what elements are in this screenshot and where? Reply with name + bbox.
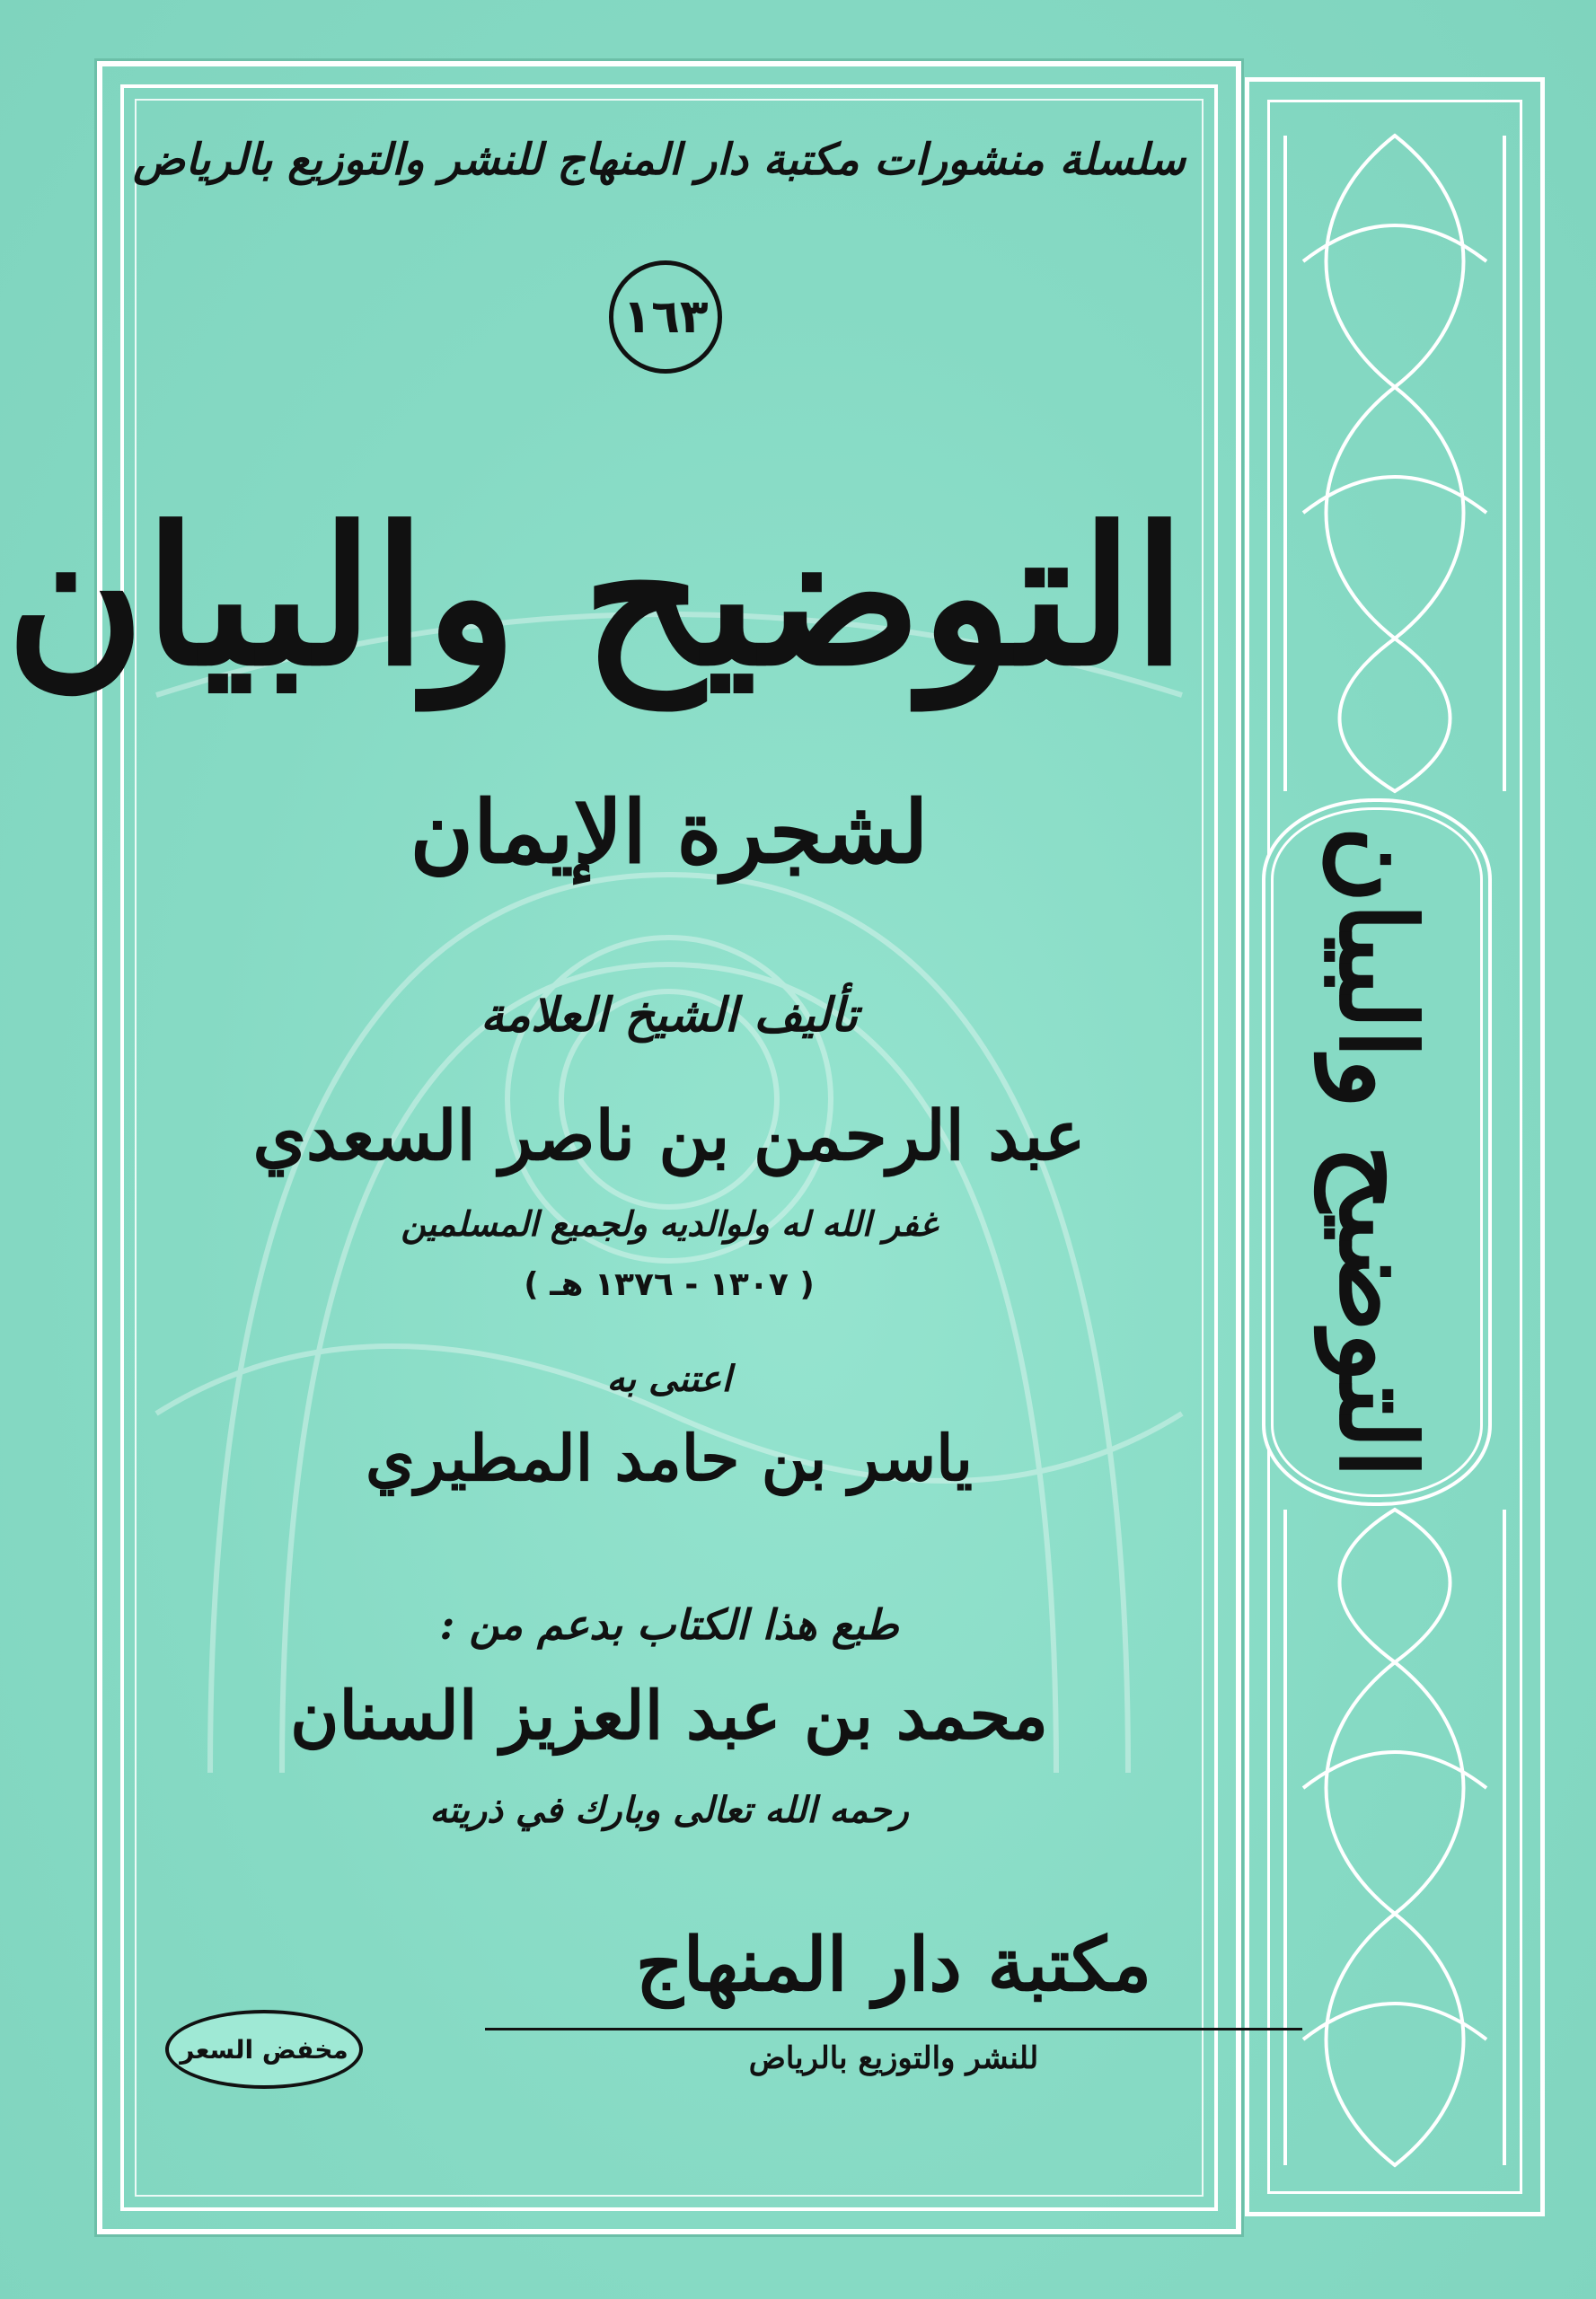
publisher-subtitle: للنشر والتوزيع بالرياض <box>748 2040 1039 2076</box>
price-badge-label: مخفض السعر <box>180 2034 348 2065</box>
publisher-divider <box>485 2028 1302 2030</box>
spine-title-cartouche <box>1262 798 1492 1506</box>
sponsor-name: محمد بن عبد العزيز السنان <box>290 1678 1048 1755</box>
spine-panel <box>1245 77 1545 2216</box>
editor-name: ياسر بن حامد المطيري <box>365 1421 973 1495</box>
publisher-name: مكتبة دار المنهاج <box>635 1922 1152 2008</box>
spine-title: التوضيح والبيان <box>1316 826 1438 1478</box>
price-badge <box>165 2010 363 2089</box>
author-prayer: غفر الله له ولوالديه ولجميع المسلمين <box>401 1203 938 1244</box>
editor-label: اعتنى به <box>606 1358 732 1400</box>
author-label: تأليف الشيخ العلامة <box>481 988 858 1043</box>
series-name: سلسلة منشورات مكتبة دار المنهاج للنشر والتوزيع بالرياض <box>133 135 1186 185</box>
author-dates: ( ١٣٠٧ - ١٣٧٦ هـ ) <box>524 1266 815 1303</box>
book-subtitle: لشجرة الإيمان <box>410 781 929 883</box>
series-number: ١٦٣ <box>622 290 709 344</box>
sponsor-prayer: رحمه الله تعالى وبارك في ذريته <box>429 1789 909 1831</box>
author-name: عبد الرحمن بن ناصر السعدي <box>252 1096 1086 1176</box>
book-title: التوضيح والبيان <box>5 486 1186 708</box>
sponsor-label: طبع هذا الكتاب بدعم من : <box>439 1600 899 1649</box>
series-number-badge <box>609 260 722 374</box>
